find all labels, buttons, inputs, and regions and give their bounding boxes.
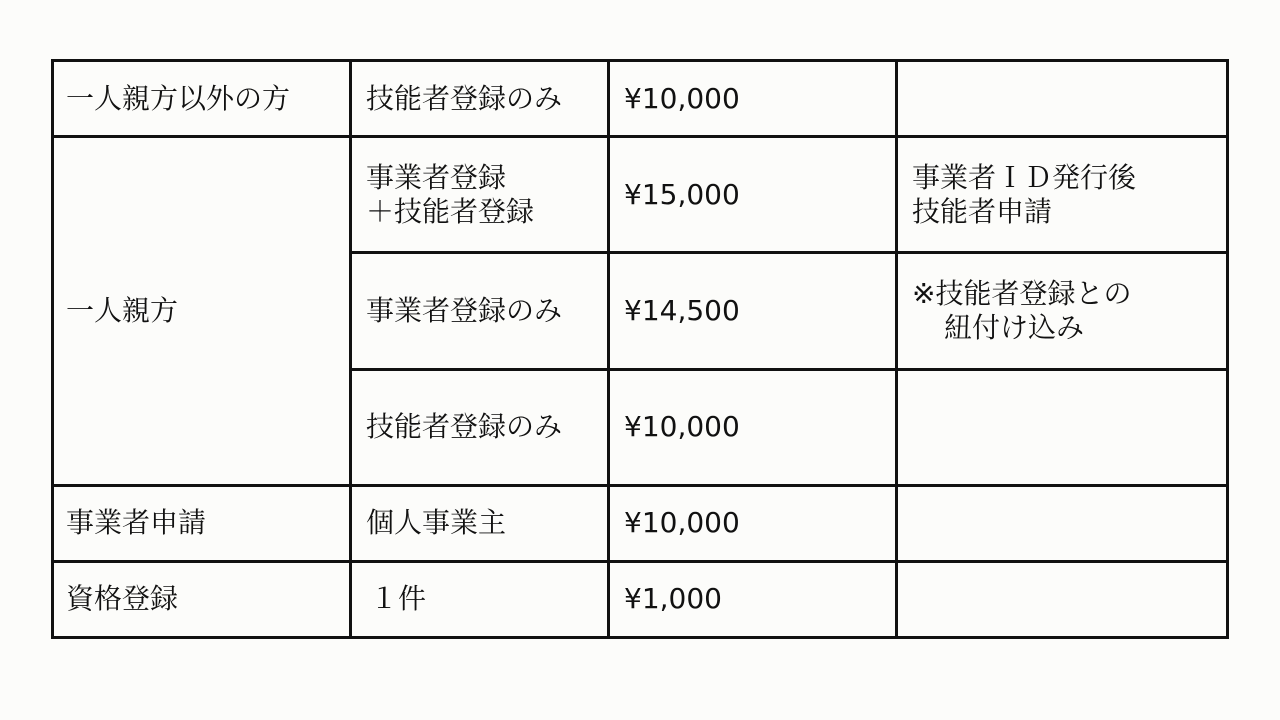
registration-type-cell: 技能者登録のみ bbox=[351, 369, 609, 485]
registration-type-line: 事業者登録 bbox=[366, 160, 507, 194]
note-cell bbox=[897, 561, 1228, 637]
registration-type-cell: 事業者登録のみ bbox=[351, 253, 609, 369]
price-cell: ¥10,000 bbox=[609, 61, 897, 137]
table-row bbox=[53, 61, 1228, 137]
price-cell: ¥1,000 bbox=[609, 561, 897, 637]
note-cell bbox=[897, 61, 1228, 137]
category-cell: 一人親方以外の方 bbox=[53, 61, 351, 137]
registration-type-cell: 個人事業主 bbox=[351, 485, 609, 561]
category-cell: 事業者申請 bbox=[53, 485, 351, 561]
registration-type-cell: 技能者登録のみ bbox=[351, 61, 609, 137]
registration-type-line: ＋技能者登録 bbox=[366, 194, 535, 228]
registration-type-cell: １件 bbox=[351, 561, 609, 637]
table-row bbox=[53, 485, 1228, 561]
note-cell bbox=[897, 137, 1228, 253]
note-line: ※技能者登録との bbox=[912, 276, 1132, 310]
note-cell bbox=[897, 369, 1228, 485]
price-cell: ¥10,000 bbox=[609, 485, 897, 561]
price-cell: ¥15,000 bbox=[609, 137, 897, 253]
table-row bbox=[53, 137, 1228, 253]
note-cell bbox=[897, 253, 1228, 369]
note-line: 紐付け込み bbox=[944, 310, 1085, 344]
price-cell: ¥10,000 bbox=[609, 369, 897, 485]
category-cell: 一人親方 bbox=[53, 137, 351, 486]
table-row bbox=[53, 561, 1228, 637]
price-cell: ¥14,500 bbox=[609, 253, 897, 369]
registration-type-cell bbox=[351, 137, 609, 253]
note-line: 技能者申請 bbox=[912, 194, 1053, 228]
category-cell: 資格登録 bbox=[53, 561, 351, 637]
note-line: 事業者ＩＤ発行後 bbox=[912, 160, 1137, 194]
fee-table bbox=[51, 59, 1229, 639]
note-cell bbox=[897, 485, 1228, 561]
